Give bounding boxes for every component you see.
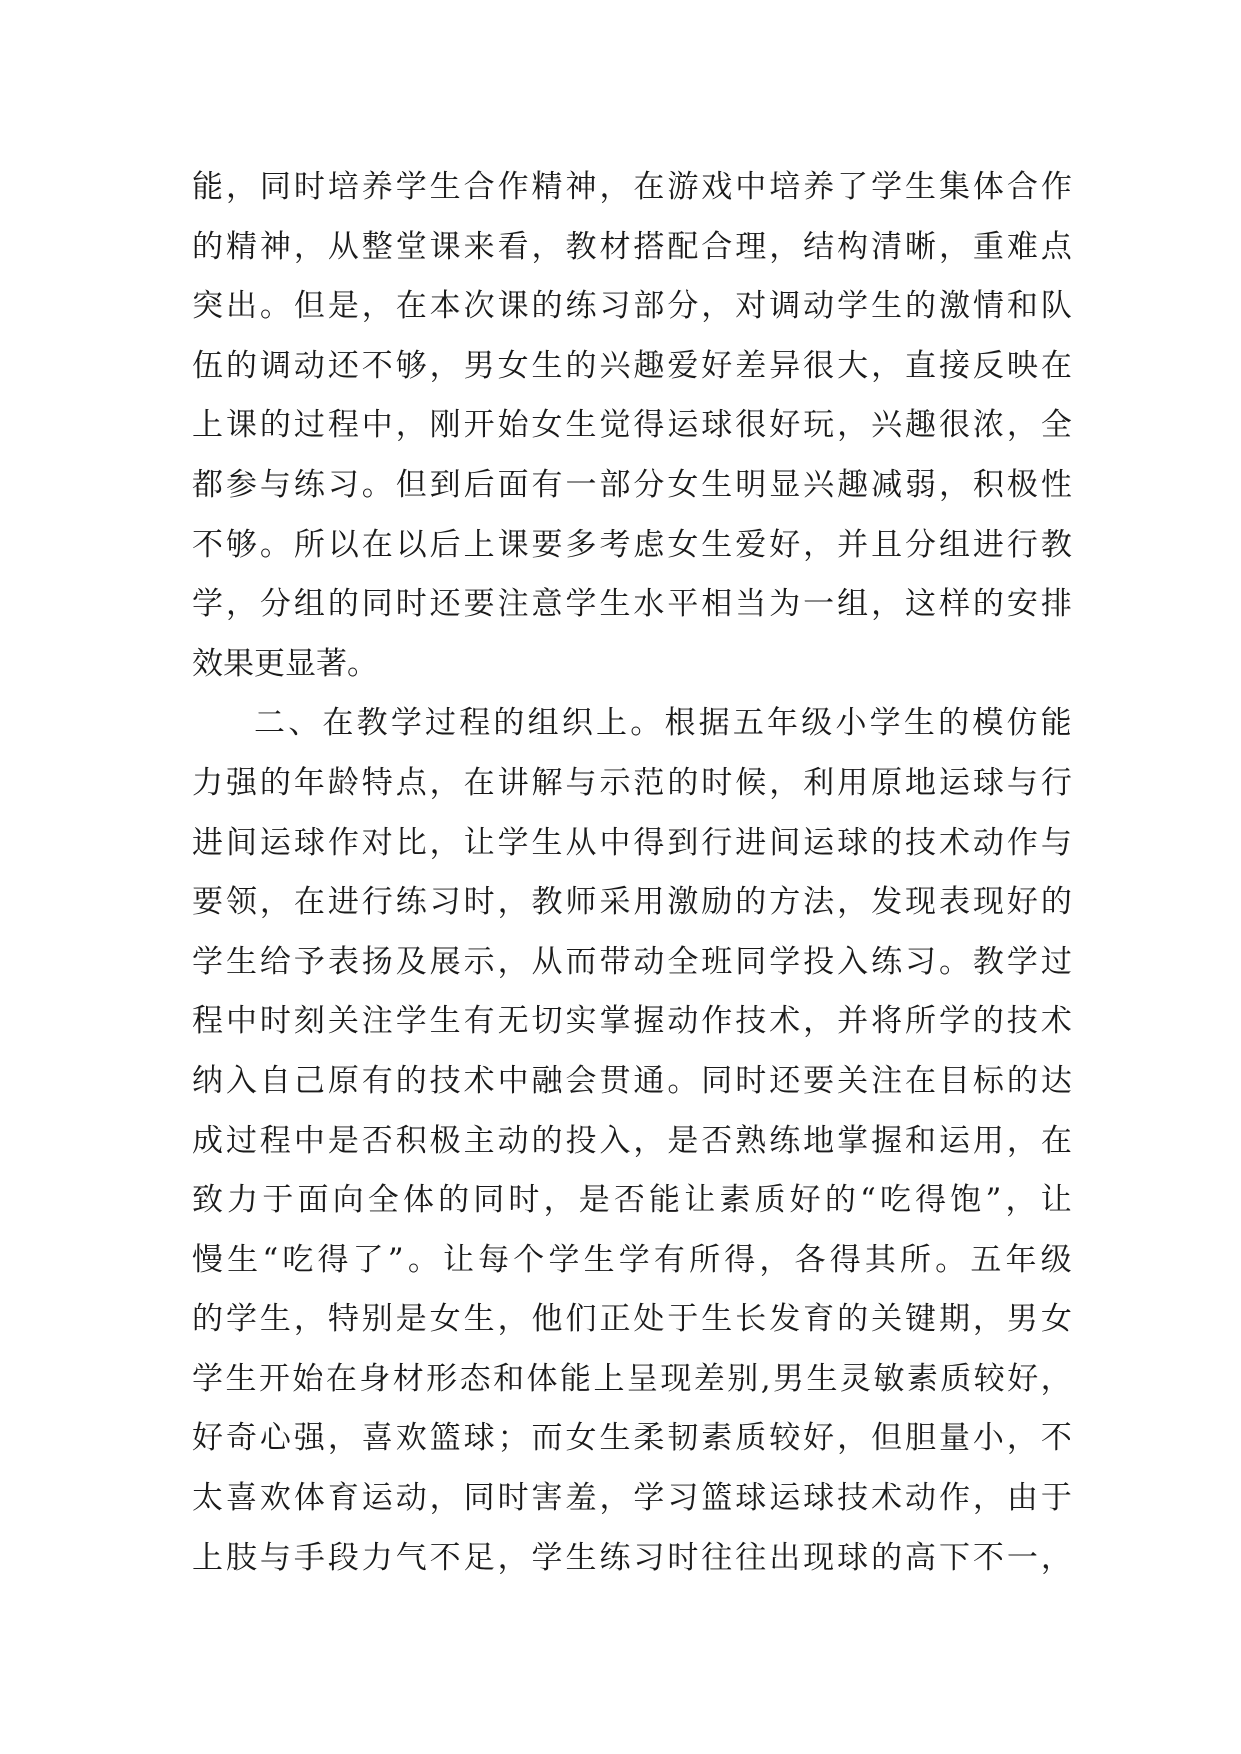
text-line: 纳 入 自 己 原 有 的 技 术 中 融 会 贯 通 。 同 时 还 要 关 注 在 目 标 的 达 bbox=[192, 1062, 1072, 1099]
text-line: 二 、 在 教 学 过 程 的 组 织 上 。 根 据 五 年 级 小 学 生 的 模 仿 能 bbox=[254, 705, 1072, 742]
text-line: 伍 的 调 动 还 不 够 ， 男 女 生 的 兴 趣 爱 好 差 异 很 大 ， 直 接 反 映 在 bbox=[192, 347, 1072, 384]
text-line: 能 ， 同 时 培 养 学 生 合 作 精 神 ， 在 游 戏 中 培 养 了 学 生 集 体 合 作 bbox=[192, 169, 1072, 205]
text-line: 好 奇 心 强 ， 喜 欢 篮 球 ； 而 女 生 柔 韧 素 质 较 好 ， 但 胆 量 小 ， 不 bbox=[192, 1420, 1072, 1457]
text-line: 都 参 与 练 习 。 但 到 后 面 有 一 部 分 女 生 明 显 兴 趣 减 弱 ， 积 极 性 bbox=[192, 466, 1072, 503]
text-line: 太 喜 欢 体 育 运 动 ， 同 时 害 羞 ， 学 习 篮 球 运 球 技 术 动 作 ， 由 于 bbox=[192, 1480, 1072, 1517]
text-line: 要 领 ， 在 进 行 练 习 时 ， 教 师 采 用 激 励 的 方 法 ， 发 现 表 现 好 的 bbox=[192, 884, 1072, 921]
text-line: 进 间 运 球 作 对 比 ， 让 学 生 从 中 得 到 行 进 间 运 球 的 技 术 动 作 与 bbox=[192, 824, 1072, 861]
text-line: 成 过 程 中 是 否 积 极 主 动 的 投 入 ， 是 否 熟 练 地 掌 握 和 运 用 ， 在 bbox=[192, 1122, 1072, 1159]
text-line: 力 强 的 年 龄 特 点 ， 在 讲 解 与 示 范 的 时 候 ， 利 用 原 地 运 球 与 行 bbox=[192, 764, 1072, 801]
text-line: 学 ， 分 组 的 同 时 还 要 注 意 学 生 水 平 相 当 为 一 组 ， 这 样 的 安 排 bbox=[192, 586, 1072, 623]
text-line: 程 中 时 刻 关 注 学 生 有 无 切 实 掌 握 动 作 技 术 ， 并 将 所 学 的 技 术 bbox=[192, 1003, 1072, 1040]
text-line: 学 生 给 予 表 扬 及 展 示 ， 从 而 带 动 全 班 同 学 投 入 练 习 。 教 学 过 bbox=[192, 943, 1072, 980]
text-line: 效果更显著。 bbox=[192, 645, 378, 682]
text-line: 的 精 神 ， 从 整 堂 课 来 看 ， 教 材 搭 配 合 理 ， 结 构 清 晰 ， 重 难 点 bbox=[192, 228, 1072, 265]
text-line: 突 出 。 但 是 ， 在 本 次 课 的 练 习 部 分 ， 对 调 动 学 生 的 激 情 和 队 bbox=[192, 288, 1072, 325]
text-line: 上 课 的 过 程 中 ， 刚 开 始 女 生 觉 得 运 球 很 好 玩 ， 兴 趣 很 浓 ， 全 bbox=[192, 407, 1072, 444]
text-line: 上 肢 与 手 段 力 气 不 足 ， 学 生 练 习 时 往 往 出 现 球 的 高 下 不 一 ， bbox=[192, 1539, 1072, 1576]
text-line: 慢 生 “ 吃 得 了 ” 。 让 每 个 学 生 学 有 所 得 ， 各 得 其 所 。 五 年 级 bbox=[192, 1241, 1072, 1278]
text-line: 致 力 于 面 向 全 体 的 同 时 ， 是 否 能 让 素 质 好 的 “ 吃 得 饱 ” ， 让 bbox=[192, 1182, 1072, 1219]
text-line: 的 学 生 ， 特 别 是 女 生 ， 他 们 正 处 于 生 长 发 育 的 关 键 期 ， 男 女 bbox=[192, 1301, 1072, 1338]
text-line: 学 生 开 始 在 身 材 形 态 和 体 能 上 呈 现 差 别 , 男 生 灵 敏 素 质 较 好 ， bbox=[192, 1360, 1072, 1397]
body-text bbox=[192, 158, 1072, 1588]
text-line: 不 够 。 所 以 在 以 后 上 课 要 多 考 虑 女 生 爱 好 ， 并 且 分 组 进 行 教 bbox=[192, 526, 1072, 563]
